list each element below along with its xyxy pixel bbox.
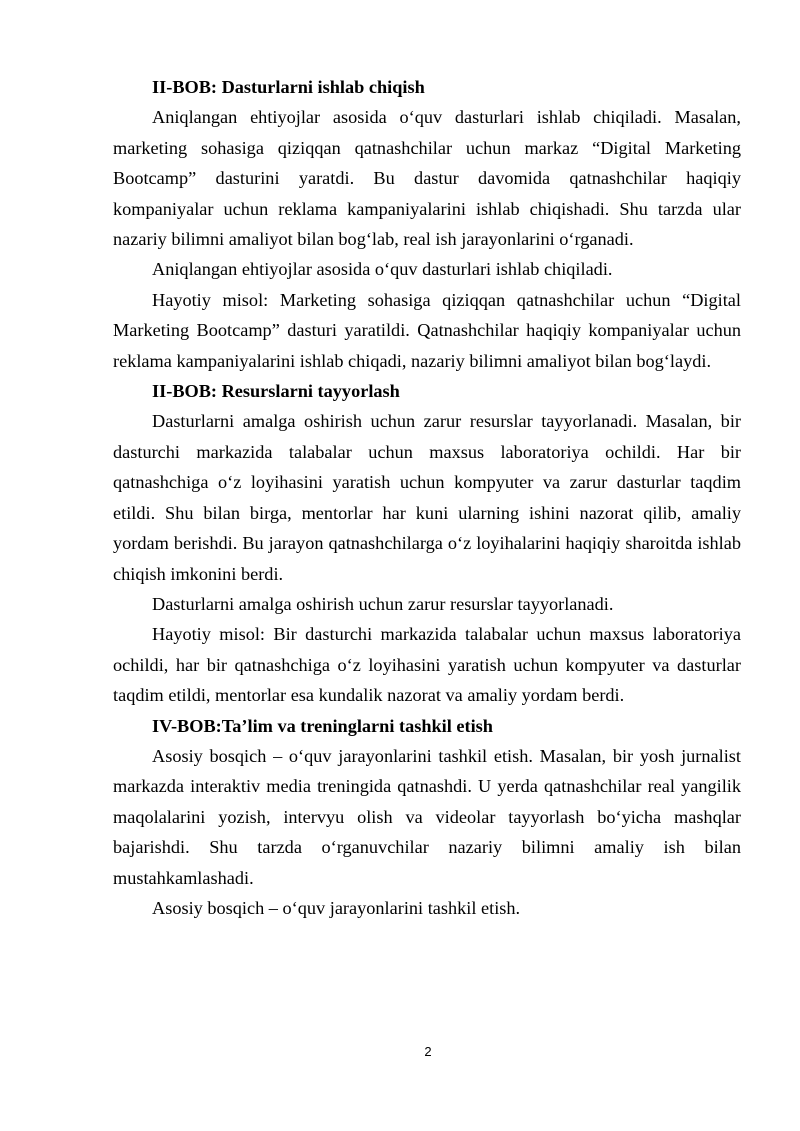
paragraph: Hayotiy misol: Marketing sohasiga qiziqqan qatnashchilar uchun “Digital Marketing Bootcamp” dasturi yaratildi. Qatnashchilar haqiqiy kompaniyalar uchun reklama kampaniyalarini ishlab chiqadi, nazariy bilimni amaliyot bilan bog‘laydi. [113, 289, 741, 371]
paragraph: Asosiy bosqich – o‘quv jarayonlarini tashkil etish. [152, 897, 521, 918]
paragraph: Dasturlarni amalga oshirish uchun zarur resurslar tayyorlanadi. Masalan, bir dasturchi markazida talabalar uchun maxsus laboratoriya ochildi. Har bir qatnashchiga o‘z loyihasini yaratish uchun kompyuter va zarur dasturlar taqdim etildi. Shu bilan birga, mentorlar har kuni ularning ishini nazorat qilib, amaliy yordam berishdi. Bu jarayon qatnashchilarga o‘z loyihalarini haqiqiy sharoitda ishlab chiqish imkonini berdi. [113, 411, 741, 584]
paragraph: Aniqlangan ehtiyojlar asosida o‘quv dasturlari ishlab chiqiladi. [152, 259, 613, 280]
paragraph: Aniqlangan ehtiyojlar asosida o‘quv dasturlari ishlab chiqiladi. Masalan, marketing sohasiga qiziqqan qatnashchilar uchun markaz “Digital Marketing Bootcamp” dasturini yaratdi. Bu dastur davomida qatnashchilar haqiqiy kompaniyalar uchun reklama kampaniyalarini ishlab chiqishadi. Shu tarzda ular nazariy bilimni amaliyot bilan bog‘lab, real ish jarayonlarini o‘rganadi. [113, 107, 741, 250]
section-heading: IV-BOB:Ta’lim va treninglarni tashkil etish [152, 715, 493, 736]
paragraph: Hayotiy misol: Bir dasturchi markazida talabalar uchun maxsus laboratoriya ochildi, har bir qatnashchiga o‘z loyihasini yaratish uchun kompyuter va dasturlar taqdim etildi, mentorlar esa kundalik nazorat va amaliy yordam berdi. [113, 624, 741, 706]
section-heading: II-BOB: Dasturlarni ishlab chiqish [152, 77, 425, 97]
document-body [113, 72, 741, 923]
section-heading: II-BOB: Resurslarni tayyorlash [152, 381, 400, 402]
page-number: 2 [424, 1044, 432, 1059]
paragraph: Asosiy bosqich – o‘quv jarayonlarini tashkil etish. Masalan, bir yosh jurnalist markazda interaktiv media treningida qatnashdi. U yerda qatnashchilar real yangilik maqolalarini yozish, intervyu olish va videolar tayyorlash bo‘yicha mashqlar bajarishdi. Shu tarzda o‘rganuvchilar nazariy bilimni amaliy ish bilan mustahkamlashadi. [113, 745, 741, 888]
paragraph: Dasturlarni amalga oshirish uchun zarur resurslar tayyorlanadi. [152, 593, 614, 614]
